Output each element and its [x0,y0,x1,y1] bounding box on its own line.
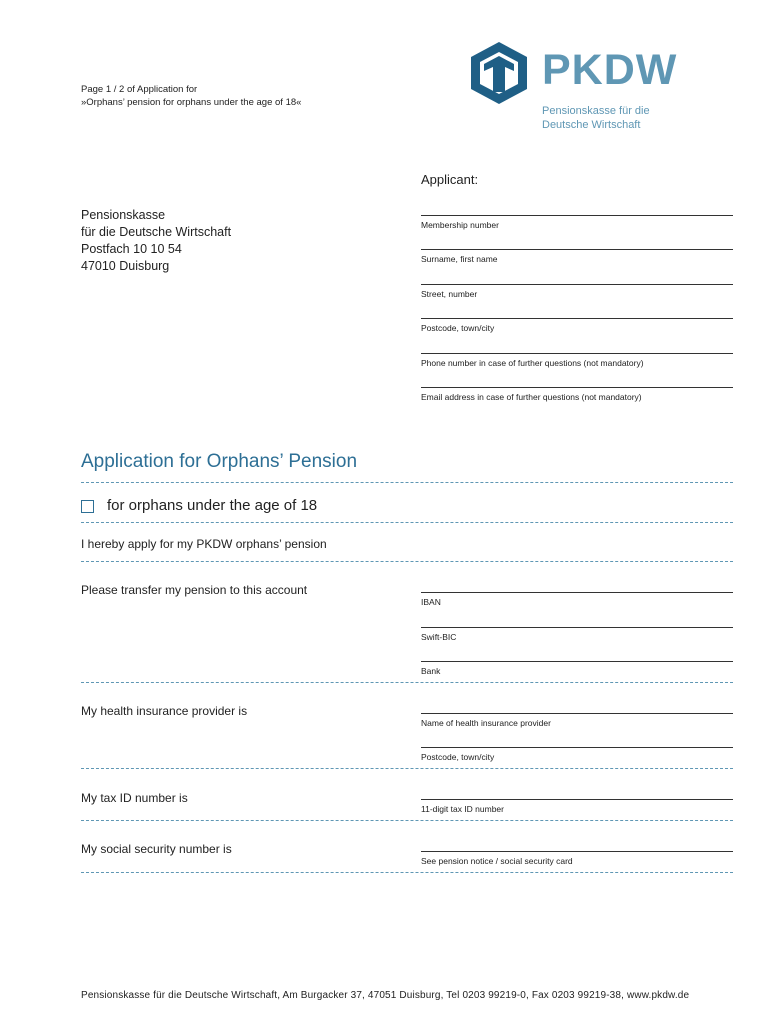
field-label: 11-digit tax ID number [421,804,504,814]
logo-wordmark: PKDW [542,46,678,94]
recipient-address [81,207,231,275]
orphans-under-18-checkbox[interactable] [81,500,94,513]
field-label: Bank [421,666,441,676]
account-label: Please transfer my pension to this account [81,583,308,597]
bank-field[interactable] [421,661,733,676]
divider [81,482,733,483]
divider [81,561,733,562]
divider [81,768,733,769]
applicant-heading: Applicant: [421,172,479,187]
checkbox-label: for orphans under the age of 18 [107,497,318,514]
recipient-line3: Postfach 10 10 54 [81,242,182,256]
recipient-line4: 47010 Duisburg [81,259,170,273]
social-security-label: My social security number is [81,842,232,856]
logo-subtitle [542,104,650,132]
field-label: Postcode, town/city [421,323,495,333]
pkdw-logo-icon [466,40,532,106]
membership-number-field[interactable] [421,215,733,230]
tax-id-label: My tax ID number is [81,791,188,805]
iban-field[interactable] [421,592,733,607]
health-insurance-label: My health insurance provider is [81,704,248,718]
field-label: Street, number [421,289,478,299]
health-insurance-name-field[interactable] [421,713,733,728]
divider [81,872,733,873]
field-label: Membership number [421,220,499,230]
postcode-field[interactable] [421,318,733,333]
logo-subtitle-line2: Deutsche Wirtschaft [542,119,641,131]
email-field[interactable] [421,387,733,402]
street-field[interactable] [421,284,733,299]
field-label: Email address in case of further questions (not mandatory) [421,392,642,402]
page-reference [81,83,301,109]
field-label: Surname, first name [421,254,498,264]
surname-field[interactable] [421,249,733,264]
recipient-line2: für die Deutsche Wirtschaft [81,225,232,239]
form-title: Application for Orphans’ Pension [81,451,358,472]
footer-address: Pensionskasse für die Deutsche Wirtschaft, Am Burgacker 37, 47051 Duisburg, Tel 0203 99219-0, Fax 0203 99219-38, www.pkdw.de [81,990,690,1001]
field-label: Phone number in case of further questions (not mandatory) [421,358,644,368]
field-label: See pension notice / social security card [421,856,573,866]
recipient-line1: Pensionskasse [81,208,166,222]
divider [81,522,733,523]
tax-id-field[interactable] [421,799,733,814]
field-label: Postcode, town/city [421,752,495,762]
phone-field[interactable] [421,353,733,368]
page-reference-line2: »Orphans’ pension for orphans under the age of 18« [81,97,302,108]
health-insurance-postcode-field[interactable] [421,747,733,762]
field-label: Name of health insurance provider [421,718,551,728]
page-reference-line1: Page 1 / 2 of Application for [81,84,198,95]
apply-statement: I hereby apply for my PKDW orphans’ pension [81,537,327,551]
field-label: IBAN [421,597,441,607]
swift-bic-field[interactable] [421,627,733,642]
field-label: Swift-BIC [421,632,457,642]
divider [81,820,733,821]
divider [81,682,733,683]
logo-subtitle-line1: Pensionskasse für die [542,105,650,117]
social-security-field[interactable] [421,851,733,866]
